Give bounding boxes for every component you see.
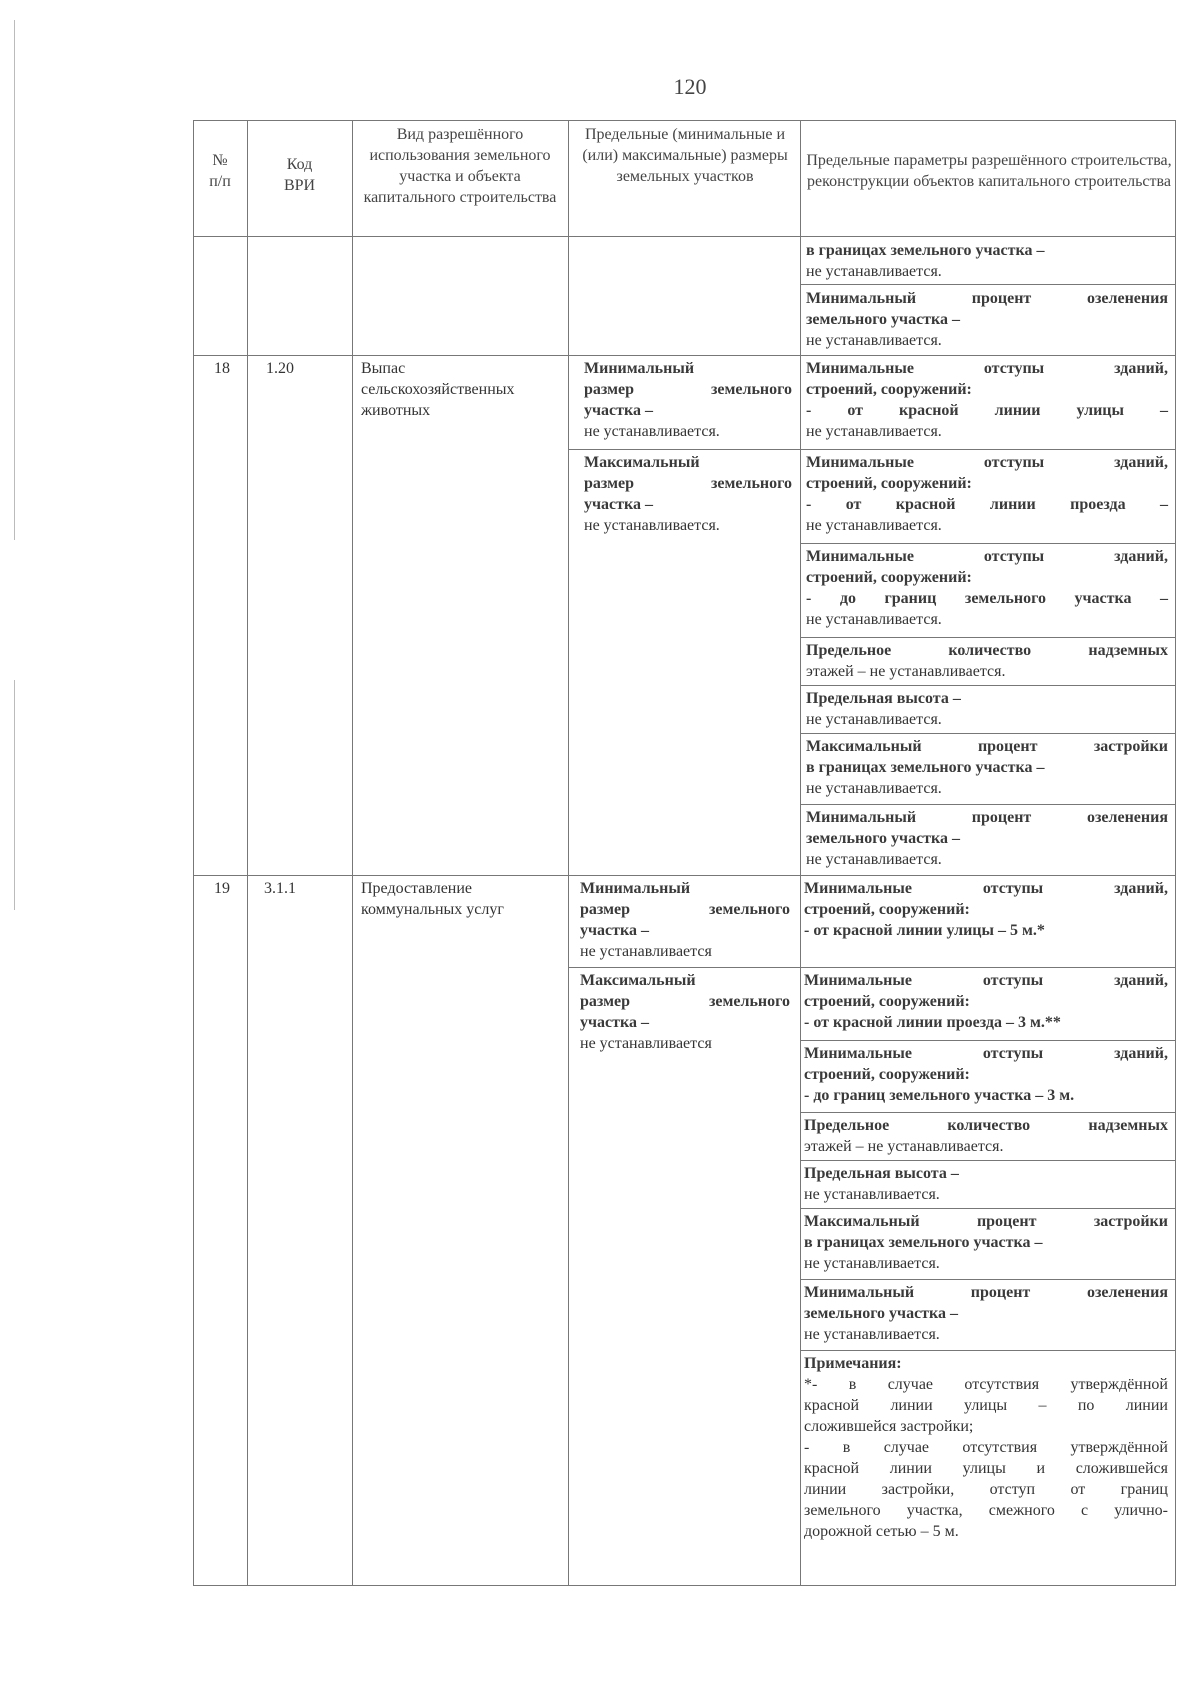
row19-min-l1: Минимальный <box>580 880 691 897</box>
row18-p5-l1: Предельная высота – <box>806 690 961 707</box>
row19-param-height <box>804 1163 1168 1205</box>
row19-p7-l3: не устанавливается. <box>804 1326 940 1343</box>
row19-max-l1: Максимальный <box>580 972 696 989</box>
note2-line1: - в случае отсутствия утверждённой <box>804 1439 1168 1456</box>
row18-max-l3: участка – <box>584 496 653 513</box>
row19-max-l2: размер земельного <box>580 993 790 1010</box>
row18-p3-l1: Минимальные отступы зданий, <box>806 548 1168 565</box>
note2-line4: земельного участка, смежного с улично- <box>804 1502 1168 1519</box>
row18-p2-l2: строений, сооружений: <box>806 475 972 492</box>
row18-p2-l4: не устанавливается. <box>806 517 942 534</box>
row19-code: 3.1.1 <box>264 880 296 897</box>
notes-title: Примечания: <box>804 1355 902 1372</box>
row18-p7-l1: Минимальный процент озеленения <box>806 809 1168 826</box>
row18-p7-l3: не устанавливается. <box>806 851 942 868</box>
row19-param-setback-passage <box>804 970 1168 1033</box>
row19-p6-l1: Максимальный процент застройки <box>804 1213 1168 1230</box>
row19-param-max-coverage <box>804 1211 1168 1274</box>
row18-p5-l2: не устанавливается. <box>806 711 942 728</box>
row19-p2-l2: строений, сооружений: <box>804 993 970 1010</box>
continuation-p2-line2: земельного участка – <box>806 311 961 328</box>
row19-min-l3: участка – <box>580 922 649 939</box>
row18-param-setback-passage <box>806 452 1168 536</box>
row19-param-floors <box>804 1115 1168 1157</box>
row19-num: 19 <box>214 880 230 897</box>
row19-p1-l2: строений, сооружений: <box>804 901 970 918</box>
row19-p1-l3: - от красной линии улицы – 5 м.* <box>804 922 1045 939</box>
row18-p6-l3: не устанавливается. <box>806 780 942 797</box>
row19-p5-l2: не устанавливается. <box>804 1186 940 1203</box>
row18-p6-l1: Максимальный процент застройки <box>806 738 1168 755</box>
row19-p7-l2: земельного участка – <box>804 1305 959 1322</box>
row18-p4-l1: Предельное количество надземных <box>806 642 1168 659</box>
continuation-param-2 <box>806 288 1168 351</box>
continuation-p1-line2: не устанавливается. <box>806 263 942 280</box>
row19-param-setback-boundary <box>804 1043 1168 1106</box>
row18-min-l4: не устанавливается. <box>584 423 720 440</box>
row19-min-l4: не устанавливается <box>580 943 712 960</box>
row18-p2-l3: - от красной линии проезда – <box>806 496 1168 513</box>
row18-p1-l3: - от красной линии улицы – <box>806 402 1168 419</box>
row18-p1-l1: Минимальные отступы зданий, <box>806 360 1168 377</box>
row18-param-height <box>806 688 1168 730</box>
row19-max-l4: не устанавливается <box>580 1035 712 1052</box>
row18-max-size <box>584 452 792 536</box>
row19-p3-l1: Минимальные отступы зданий, <box>804 1045 1168 1062</box>
header-kind: Вид разрешённого использования земельного участка и объекта капитального строительства <box>363 126 557 206</box>
row18-param-setback-boundary <box>806 546 1168 630</box>
continuation-p2-line3: не устанавливается. <box>806 332 942 349</box>
continuation-param-1 <box>806 240 1168 282</box>
note2-line5: дорожной сетью – 5 м. <box>804 1523 959 1540</box>
row18-param-min-greenery <box>806 807 1168 870</box>
row19-p4-l2: этажей – не устанавливается. <box>804 1138 1004 1155</box>
row18-p3-l4: не устанавливается. <box>806 611 942 628</box>
row18-p3-l2: строений, сооружений: <box>806 569 972 586</box>
row19-p3-l2: строений, сооружений: <box>804 1066 970 1083</box>
row19-p7-l1: Минимальный процент озеленения <box>804 1284 1168 1301</box>
continuation-p1-line1: в границах земельного участка – <box>806 242 1045 259</box>
note1-line3: сложившейся застройки; <box>804 1418 974 1435</box>
header-params: Предельные параметры разрешённого строительства, реконструкции объектов капитального строительства <box>806 152 1172 190</box>
row18-code: 1.20 <box>266 360 294 377</box>
note1-line1: *- в случае отсутствия утверждённой <box>804 1376 1168 1393</box>
row18-p4-l2: этажей – не устанавливается. <box>806 663 1006 680</box>
continuation-p2-line1: Минимальный процент озеленения <box>806 290 1168 307</box>
header-sizes: Предельные (минимальные и (или) максимальные) размеры земельных участков <box>582 126 788 185</box>
note1-line2: красной линии улицы – по линии <box>804 1397 1168 1414</box>
header-code: Код ВРИ <box>283 156 316 194</box>
row18-kind: Выпас сельскохозяйственных животных <box>361 360 515 419</box>
row18-p2-l1: Минимальные отступы зданий, <box>806 454 1168 471</box>
row18-min-l1: Минимальный <box>584 360 695 377</box>
row19-max-l3: участка – <box>580 1014 649 1031</box>
row19-max-size <box>580 970 790 1054</box>
row18-p7-l2: земельного участка – <box>806 830 961 847</box>
row18-param-setback-street <box>806 358 1168 442</box>
row18-min-l3: участка – <box>584 402 653 419</box>
note2-line3: линии застройки, отступ от границ <box>804 1481 1168 1498</box>
row18-p6-l2: в границах земельного участка – <box>806 759 1045 776</box>
row18-max-l4: не устанавливается. <box>584 517 720 534</box>
row18-max-l1: Максимальный <box>584 454 700 471</box>
row18-param-floors <box>806 640 1168 682</box>
row19-p5-l1: Предельная высота – <box>804 1165 959 1182</box>
row18-min-size <box>584 358 792 442</box>
row19-p6-l3: не устанавливается. <box>804 1255 940 1272</box>
row19-p4-l1: Предельное количество надземных <box>804 1117 1168 1134</box>
row18-num: 18 <box>214 360 230 377</box>
row19-p1-l1: Минимальные отступы зданий, <box>804 880 1168 897</box>
row19-kind: Предоставление коммунальных услуг <box>361 880 504 918</box>
note2-line2: красной линии улицы и сложившейся <box>804 1460 1168 1477</box>
row19-notes <box>804 1353 1168 1542</box>
row19-param-setback-street <box>804 878 1168 941</box>
row18-max-l2: размер земельного <box>584 475 792 492</box>
row19-min-size <box>580 878 790 962</box>
row18-p1-l2: строений, сооружений: <box>806 381 972 398</box>
row19-param-min-greenery <box>804 1282 1168 1345</box>
row18-p3-l3: - до границ земельного участка – <box>806 590 1168 607</box>
row19-p2-l3: - от красной линии проезда – 3 м.** <box>804 1014 1061 1031</box>
page-number: 120 <box>673 74 707 99</box>
row19-p3-l3: - до границ земельного участка – 3 м. <box>804 1087 1075 1104</box>
row18-min-l2: размер земельного <box>584 381 792 398</box>
row19-p6-l2: в границах земельного участка – <box>804 1234 1043 1251</box>
row19-min-l2: размер земельного <box>580 901 790 918</box>
header-num: № п/п <box>209 152 231 190</box>
row18-p1-l4: не устанавливается. <box>806 423 942 440</box>
row18-param-max-coverage <box>806 736 1168 799</box>
row19-p2-l1: Минимальные отступы зданий, <box>804 972 1168 989</box>
